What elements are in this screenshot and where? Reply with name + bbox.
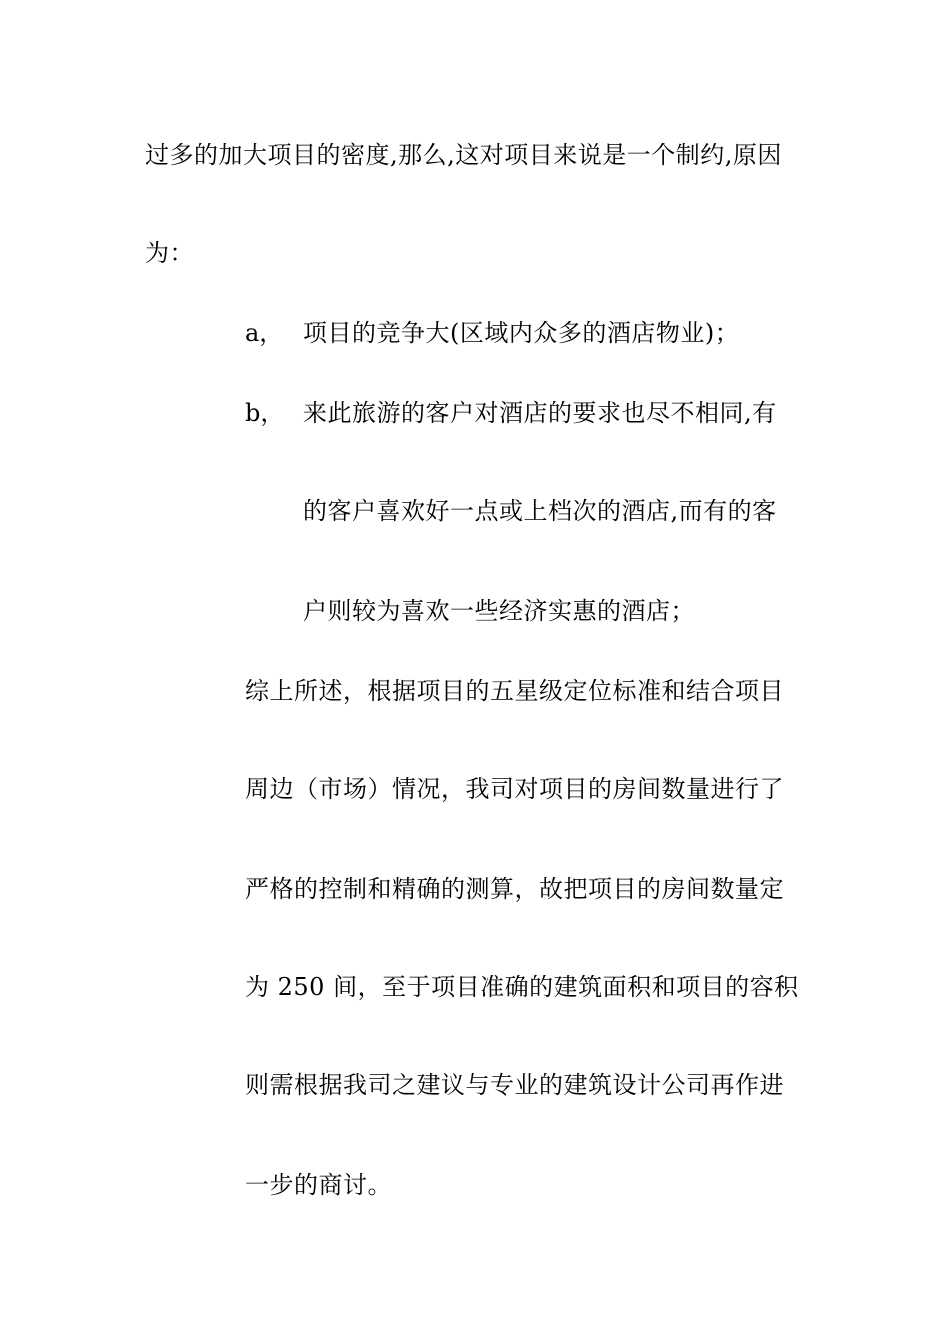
- list-marker-b: b，: [245, 399, 285, 427]
- list-item-b-line-3: 户则较为喜欢一些经济实惠的酒店；: [303, 597, 695, 625]
- summary-line-6: 一步的商讨。: [245, 1171, 392, 1199]
- list-item-b-line-1: 来此旅游的客户对酒店的要求也尽不相同,有: [303, 399, 777, 427]
- summary-line-2: 周边（市场）情况，我司对项目的房间数量进行了: [245, 775, 784, 803]
- intro-line-1: 过多的加大项目的密度,那么,这对项目来说是一个制约,原因: [145, 141, 782, 169]
- summary-line-1: 综上所述，根据项目的五星级定位标准和结合项目: [245, 677, 784, 705]
- list-item-b-line-2: 的客户喜欢好一点或上档次的酒店,而有的客: [303, 497, 777, 525]
- summary-line-4: 为 250 间，至于项目准确的建筑面积和项目的容积: [245, 973, 799, 1001]
- summary-line-3: 严格的控制和精确的测算，故把项目的房间数量定: [245, 875, 784, 903]
- list-marker-a: a，: [245, 319, 284, 347]
- intro-line-2: 为：: [145, 239, 194, 267]
- list-item-a-line-1: 项目的竞争大(区域内众多的酒店物业)；: [303, 319, 740, 347]
- summary-line-5: 则需根据我司之建议与专业的建筑设计公司再作进: [245, 1071, 784, 1099]
